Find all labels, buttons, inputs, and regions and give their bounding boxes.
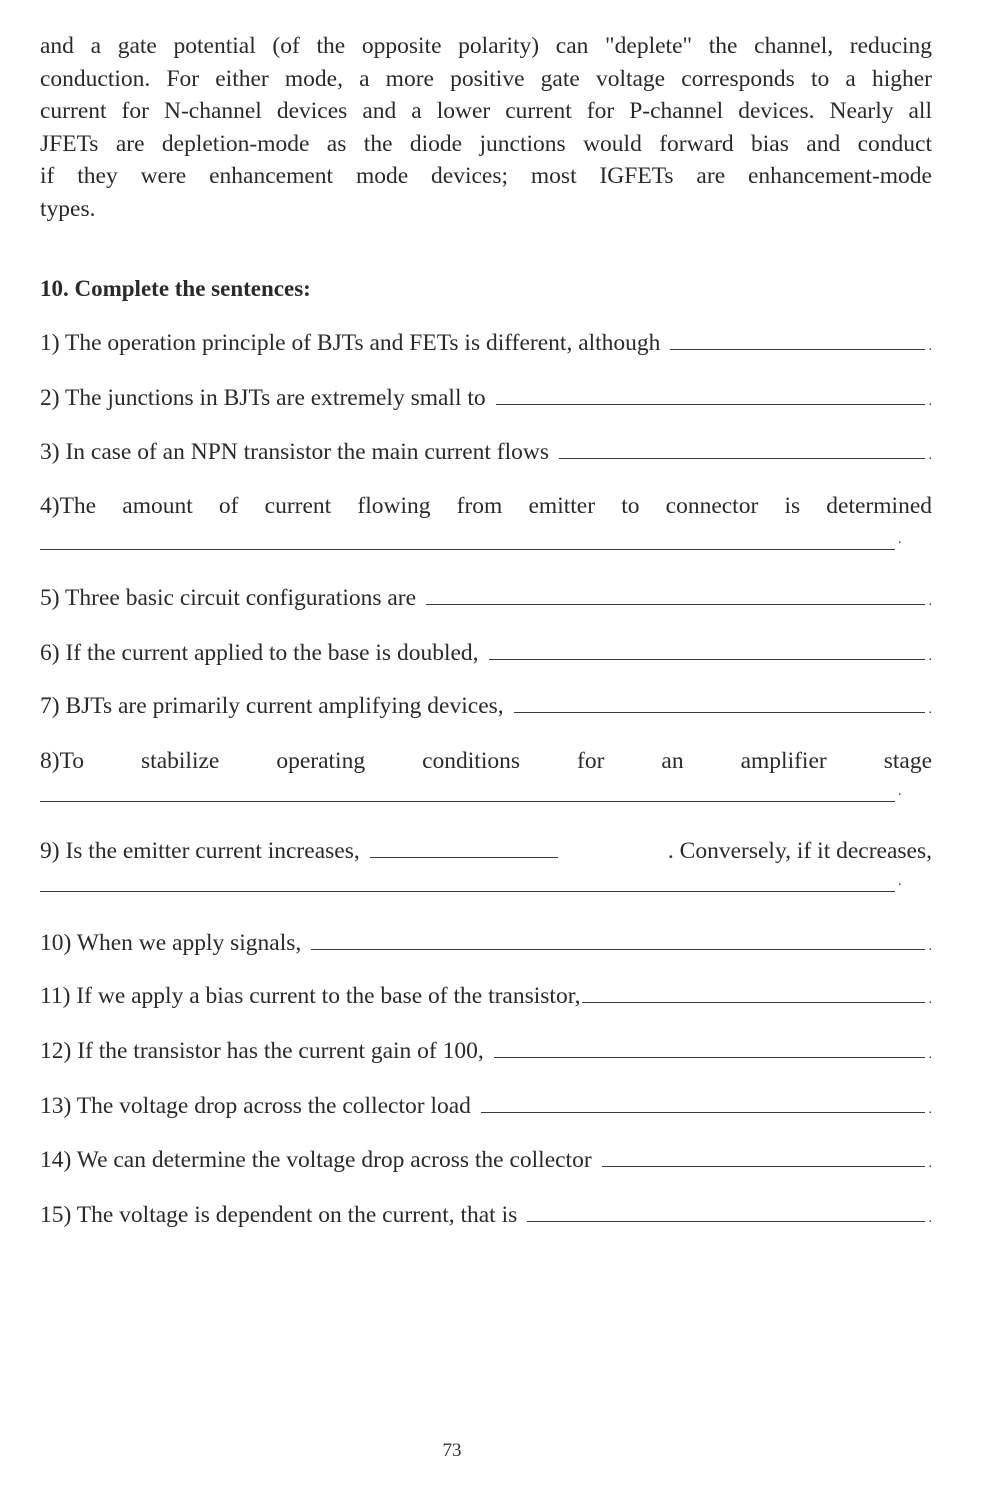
sentence-item-11 [40, 980, 932, 1012]
sentence-end: . [928, 1211, 932, 1226]
sentence-item-9 [40, 835, 932, 867]
sentence-item-2 [40, 382, 932, 414]
sentence-item-13 [40, 1090, 932, 1122]
sentence-item-3 [40, 436, 932, 468]
sentence-text: 8)To stabilize operating conditions for an amplifier stage [40, 748, 932, 774]
sentence-text: 4)The amount of current flowing from emitter to connector is determined [40, 493, 932, 519]
answer-blank[interactable] [559, 438, 924, 459]
answer-blank[interactable] [40, 800, 895, 802]
sentence-end: . [898, 784, 902, 799]
page-number: 73 [442, 1440, 462, 1461]
sentence-end: . [928, 339, 932, 354]
answer-blank[interactable] [370, 837, 558, 858]
sentence-text: 10) When we apply signals, [40, 930, 302, 956]
sentence-text: 12) If the transistor has the current gain of 100, [40, 1038, 484, 1064]
sentence-item-6 [40, 637, 932, 669]
sentence-item-14 [40, 1144, 932, 1176]
answer-blank[interactable] [514, 692, 925, 713]
sentence-text: 13) The voltage drop across the collector load [40, 1093, 471, 1119]
sentence-item-8 [40, 745, 932, 777]
answer-blank[interactable] [494, 1037, 925, 1058]
sentence-end: . [928, 992, 932, 1007]
sentence-end: . [928, 394, 932, 409]
sentence-text: 14) We can determine the voltage drop across the collector [40, 1147, 592, 1173]
paragraph-line: JFETs are depletion-mode as the diode junctions would forward bias and conduct [40, 130, 932, 157]
sentence-end: . [898, 532, 902, 547]
sentence-end: . [928, 448, 932, 463]
paragraph-line: and a gate potential (of the opposite polarity) can "deplete" the channel, reducing [40, 33, 932, 59]
sentence-end: . [928, 939, 932, 954]
sentence-end: . [928, 1156, 932, 1171]
sentence-text: 6) If the current applied to the base is doubled, [40, 640, 479, 666]
answer-blank[interactable] [602, 1146, 925, 1167]
paragraph-line: current for N-channel devices and a lower current for P-channel devices. Nearly all [40, 98, 932, 124]
sentence-item-7 [40, 690, 932, 722]
sentence-text: 3) In case of an NPN transistor the main current flows [40, 439, 550, 465]
sentence-item-1 [40, 327, 932, 359]
sentence-end: . [928, 702, 932, 717]
exercise-heading: 10. Complete the sentences: [40, 276, 311, 301]
sentence-text: 15) The voltage is dependent on the current, that is [40, 1202, 518, 1228]
sentence-text: 7) BJTs are primarily current amplifying devices, [40, 693, 504, 719]
sentence-text: 1) The operation principle of BJTs and FETs is different, although [40, 330, 661, 356]
sentence-end: . [898, 874, 902, 889]
sentence-item-10 [40, 927, 932, 959]
sentence-end: . [928, 594, 932, 609]
sentence-text: 9) Is the emitter current increases, [40, 838, 360, 864]
answer-blank[interactable] [582, 982, 924, 1003]
answer-blank[interactable] [489, 639, 925, 660]
sentence-text: 5) Three basic circuit configurations are [40, 585, 417, 611]
answer-blank[interactable] [426, 584, 924, 605]
answer-blank[interactable] [670, 329, 924, 350]
answer-blank[interactable] [527, 1201, 924, 1222]
sentence-text-continued: . Conversely, if it decreases, [667, 838, 932, 864]
intro-paragraph [40, 30, 932, 225]
answer-blank[interactable] [496, 384, 925, 405]
sentence-end: . [928, 1102, 932, 1117]
paragraph-line: conduction. For either mode, a more positive gate voltage corresponds to a higher [40, 65, 932, 92]
answer-blank[interactable] [481, 1092, 925, 1113]
answer-blank[interactable] [311, 929, 924, 950]
answer-blank[interactable] [40, 548, 895, 550]
answer-blank[interactable] [40, 890, 895, 892]
sentence-text: 2) The junctions in BJTs are extremely small to [40, 385, 486, 411]
sentence-item-12 [40, 1035, 932, 1067]
sentence-item-5 [40, 582, 932, 614]
sentence-end: . [928, 1047, 932, 1062]
sentence-item-15 [40, 1199, 932, 1231]
sentence-end: . [928, 649, 932, 664]
paragraph-line: types. [40, 195, 96, 222]
sentence-text: 11) If we apply a bias current to the base of the transistor, [40, 983, 581, 1009]
sentence-item-4 [40, 490, 932, 522]
paragraph-line: if they were enhancement mode devices; most IGFETs are enhancement-mode [40, 163, 932, 189]
